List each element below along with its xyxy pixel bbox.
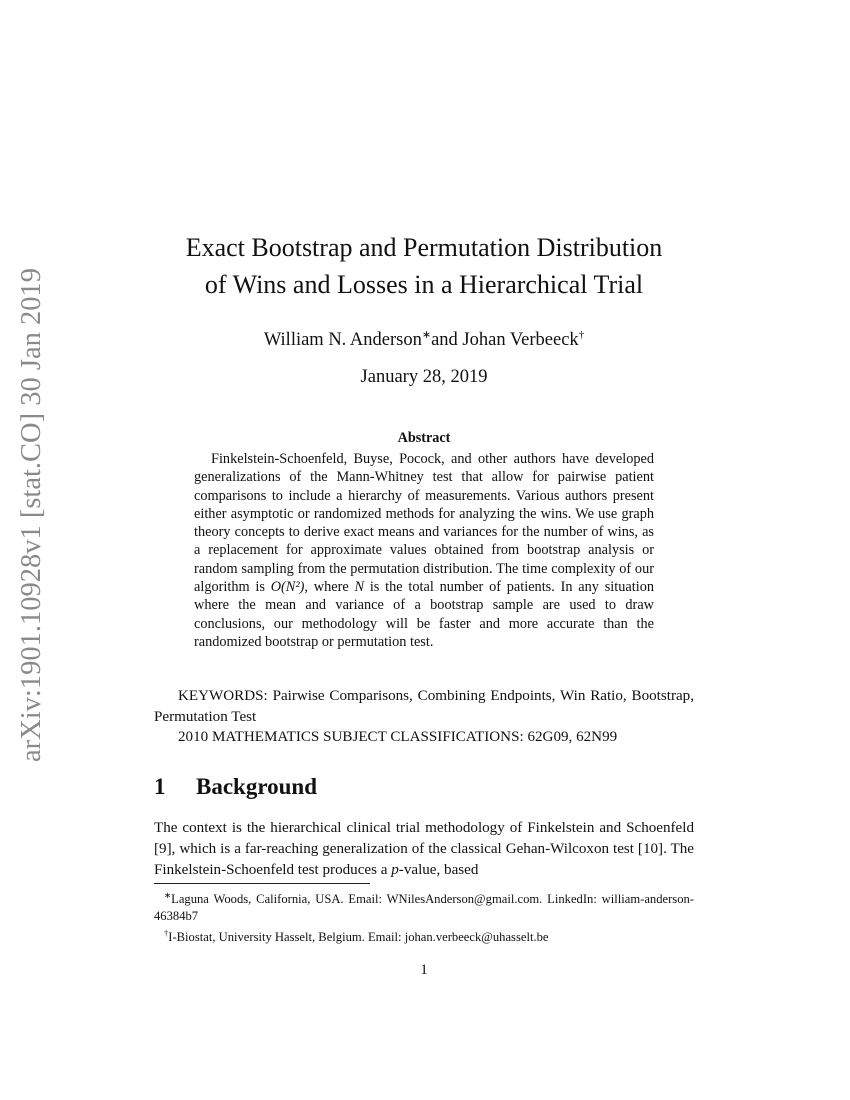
title-line-2: of Wins and Losses in a Hierarchical Trial bbox=[204, 270, 644, 299]
abstract-text-segment: is the total number of patients. In any situation where the mean and variance of a bootstrap sample are used to draw conclusions, our methodology will be faster and more accurate than the randomized bootstrap or permutation test. bbox=[194, 579, 654, 650]
paper-title bbox=[154, 229, 694, 303]
footnotes bbox=[154, 887, 694, 946]
paper-date: January 28, 2019 bbox=[360, 367, 488, 387]
abstract-text bbox=[194, 450, 654, 651]
complexity-formula: O(N²) bbox=[270, 579, 305, 596]
section-heading bbox=[154, 772, 694, 802]
footnote-divider bbox=[154, 883, 370, 884]
author-name: William N. Anderson bbox=[263, 330, 422, 351]
section-number: 1 bbox=[154, 774, 166, 799]
footnote-text: I-Biostat, University Hasselt, Belgium. Email: johan.verbeeck@uhasselt.be bbox=[168, 930, 549, 945]
section-title: Background bbox=[196, 774, 318, 799]
keywords: KEYWORDS: Pairwise Comparisons, Combining Endpoints, Win Ratio, Bootstrap, Permutation Test bbox=[154, 688, 694, 725]
footnote-mark: ∗ bbox=[164, 890, 172, 900]
body-paragraph bbox=[154, 818, 694, 881]
math-symbol: p bbox=[391, 862, 399, 878]
arxiv-identifier-stamp bbox=[0, 265, 48, 765]
body-text-segment: The context is the hierarchical clinical trial methodology of Finkelstein and Schoenfeld [9], which is a far-reaching generalization of the classical Gehan-Wilcoxon test [10]. The Finkelstein-Schoenfeld test produces a bbox=[154, 820, 694, 878]
body-text-segment: -value, based bbox=[398, 862, 479, 878]
footnote-mark: ∗ bbox=[421, 329, 432, 341]
title-line-1: Exact Bootstrap and Permutation Distribution bbox=[185, 233, 663, 262]
abstract-text-segment: Finkelstein-Schoenfeld, Buyse, Pocock, and other authors have developed generalizations of the Mann-Whitney test that allow for pairwise patient comparisons to include a hierarchy of measurements. Various authors present either asymptotic or randomized methods for analyzing the wins. We use graph theory concepts to derive exact means and variances for the number of wins, as a replacement for approximate values obtained from bootstrap analysis or random sampling from the permutation distribution. The time complexity of our algorithm is bbox=[194, 451, 654, 596]
page-number: 1 bbox=[420, 962, 428, 978]
footnote-mark: † bbox=[164, 928, 169, 939]
arxiv-identifier-text: arXiv:1901.10928v1 [stat.CO] 30 Jan 2019 bbox=[16, 268, 47, 762]
author-conjunction: and bbox=[431, 330, 463, 351]
abstract-text-segment: , where bbox=[304, 579, 355, 596]
footnote bbox=[154, 925, 694, 946]
math-symbol: N bbox=[354, 579, 365, 596]
abstract-heading: Abstract bbox=[397, 430, 451, 446]
author-list bbox=[154, 322, 694, 353]
footnote bbox=[154, 887, 694, 925]
footnote-text: Laguna Woods, California, USA. Email: WNilesAnderson@gmail.com. LinkedIn: william-anderson-46384b7 bbox=[154, 892, 694, 924]
author-name: Johan Verbeeck bbox=[462, 330, 579, 351]
footnote-mark: † bbox=[578, 329, 585, 341]
subject-classifications: 2010 MATHEMATICS SUBJECT CLASSIFICATIONS: 62G09, 62N99 bbox=[178, 729, 618, 745]
